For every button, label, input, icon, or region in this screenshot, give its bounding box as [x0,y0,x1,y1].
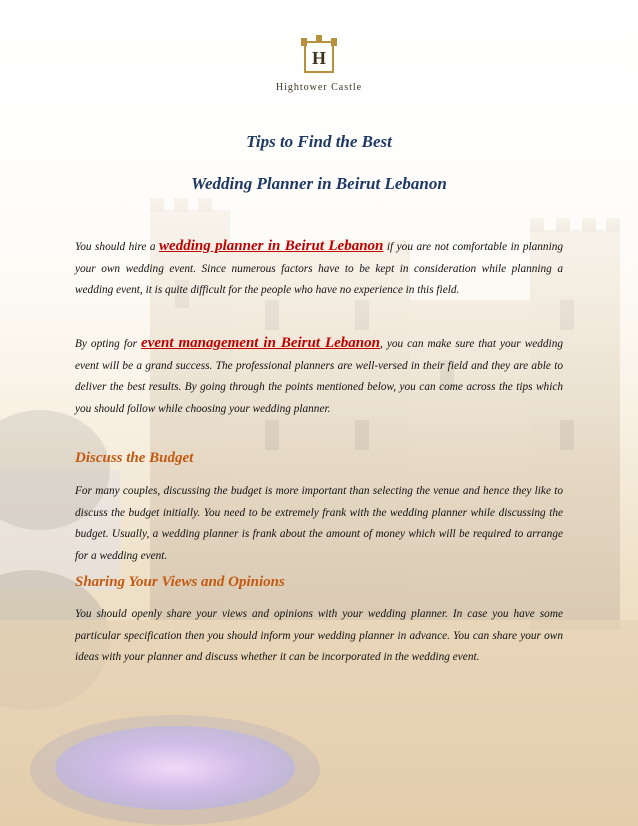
paragraph-text: , you can make sure that your wedding event will be a grand success. The professional planners are well-versed in their field and they are able to deliver the best results. By going through the points mentioned below, you can come across the tips which you should follow while choosing your wedding planner. [75,338,563,415]
hightower-castle-logo [258,34,380,93]
page-title-line-1: Tips to Find the Best [246,132,392,151]
page-title-line-2: Wedding Planner in Beirut Lebanon [191,174,447,193]
event-management-link[interactable]: event management in Beirut Lebanon [141,335,380,351]
wedding-planner-link[interactable]: wedding planner in Beirut Lebanon [159,238,384,254]
crest-letter: H [311,48,327,68]
paragraph-views-opinions: You should openly share your views and opinions with your wedding planner. In case you have some particular specification then you should inform your wedding planner in advance. You can share your own ideas with your planner and discuss whether it can be incorporated in the wedding event. [75,608,563,664]
logo-text: Hightower Castle [275,82,363,93]
paragraph-text: You should hire a [75,241,160,253]
paragraph-text: if you are not comfortable in planning your own wedding event. Since numerous factors have to be kept in consideration while planning a wedding event, it is quite difficult for the people who have no experience in this field. [75,241,564,297]
castle-crest-icon [297,34,341,78]
paragraph-intro [75,236,563,302]
paragraph-budget: For many couples, discussing the budget is more important than selecting the venue and hence they like to discuss the budget initially. You need to be extremely frank with the wedding planner while discussing the budget. Usually, a wedding planner is frank about the amount of money which will be required to arrange for a wedding event. [75,485,563,562]
section-heading-views-opinions: Sharing Your Views and Opinions [75,574,285,590]
paragraph-text: By opting for [75,338,142,350]
section-heading-budget: Discuss the Budget [75,450,194,466]
paragraph-event-management [75,333,563,420]
